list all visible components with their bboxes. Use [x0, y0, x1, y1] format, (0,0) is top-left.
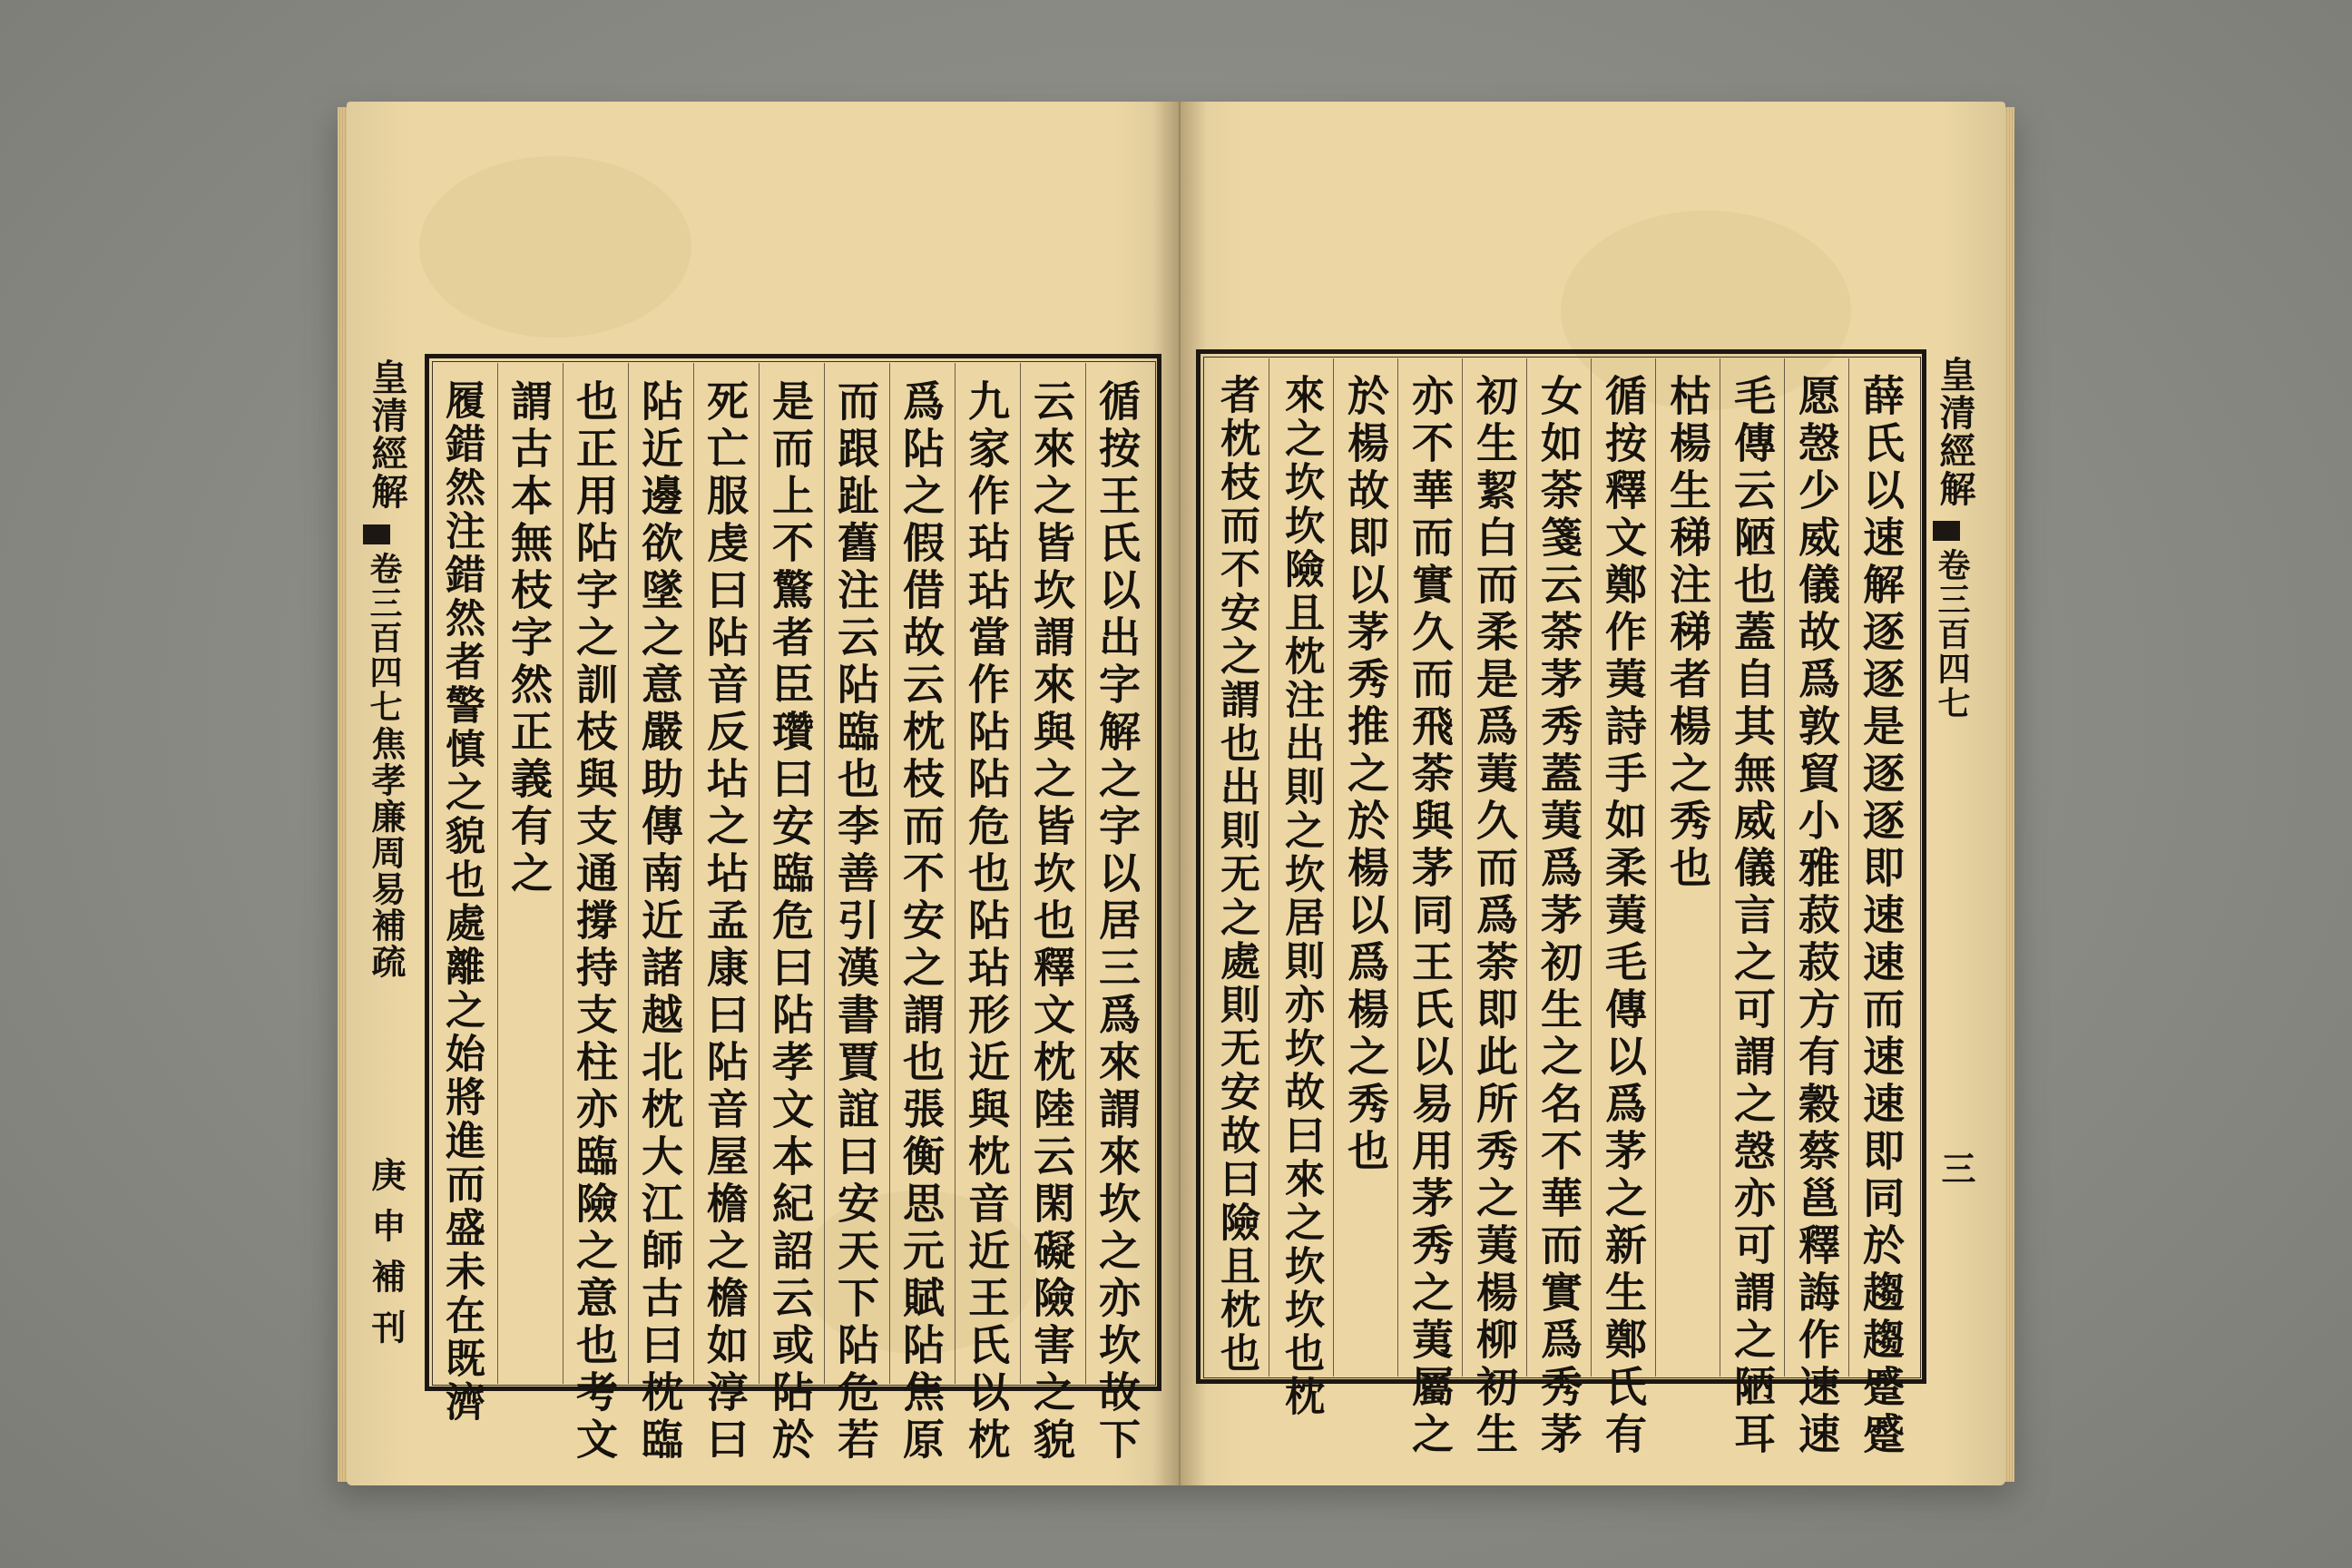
- right-column-7: 初生絜白而柔是爲荑久而爲荼即此所秀之荑楊柳初生: [1470, 374, 1519, 1459]
- left-column-2: 云來之皆坎謂來與之皆坎也釋文枕陸云閑礙險害之貌: [1027, 379, 1076, 1465]
- left-column-1: 循按王氏以出字解之字以居三爲來謂來坎之亦坎故下: [1093, 379, 1142, 1465]
- left-column-7: 死亡服虔曰阽音反坫之坫孟康曰阽音屋檐之檐如淳曰: [701, 379, 750, 1465]
- left-fishtail-mark: [363, 524, 390, 544]
- left-banner-footer: 庚申補刊: [366, 1157, 407, 1360]
- left-column-9: 也正用阽字之訓枝與支通撐持支柱亦臨險之意也考文: [570, 379, 619, 1465]
- left-column-11: 履錯然注錯然者警慎之貌也處離之始將進而盛未在既濟: [438, 379, 485, 1425]
- left-banner-title: 焦孝廉周易補疏: [366, 726, 407, 980]
- right-column-3: 毛傳云陋也蓋自其無威儀言之可謂之愨亦可謂之陋耳: [1728, 374, 1777, 1459]
- right-banner-volume: 卷三百四七: [1933, 548, 1971, 720]
- left-column-10: 謂古本無枝字然正義有之: [505, 379, 554, 898]
- right-column-11: 者枕枝而不安之謂也出則无之處則无安故曰險且枕也: [1213, 374, 1259, 1376]
- right-banner-top: 皇清經解: [1934, 356, 1976, 508]
- right-column-1: 薛氏以速解逐逐是逐逐即速速而速速即同於趨趨蹙蹙: [1857, 374, 1906, 1459]
- right-column-8: 亦不華而實久而飛荼與茅同王氏以易用茅秀之荑屬之: [1406, 374, 1455, 1459]
- left-column-8: 阽近邊欲墜之意嚴助傳南近諸越北枕大江師古曰枕臨: [635, 379, 684, 1465]
- right-fishtail-mark: [1933, 521, 1960, 541]
- left-column-4: 爲阽之假借故云枕枝而不安之謂也張衡思元賦阽焦原: [897, 379, 946, 1465]
- right-banner-page: 三: [1936, 1151, 1976, 1187]
- left-banner-top: 皇清經解: [366, 358, 408, 511]
- left-column-5: 而跟趾舊注云阽臨也李善引漢書賈誼曰安天下阽危若: [831, 379, 880, 1465]
- right-column-2: 愿愨少威儀故爲敦貿小雅菽菽方有穀蔡邕釋誨作速速: [1792, 374, 1841, 1459]
- right-column-6: 女如荼箋云荼茅秀蓋荑爲茅初生之名不華而實爲秀茅: [1534, 374, 1583, 1459]
- left-banner-volume: 卷三百四七: [365, 552, 403, 724]
- right-column-10: 來之坎坎險且枕注出則之坎居則亦坎故曰來之坎坎也枕: [1278, 374, 1324, 1419]
- right-column-5: 循按釋文鄭作荑詩手如柔荑毛傳以爲茅之新生鄭氏有: [1599, 374, 1648, 1459]
- left-column-3: 九家作玷玷當作阽阽危也阽玷形近與枕音近王氏以枕: [962, 379, 1011, 1465]
- right-column-9: 於楊故即以茅秀推之於楊以爲楊之秀也: [1341, 374, 1390, 1176]
- left-column-6: 是而上不驚者臣瓚曰安臨危曰阽孝文本紀詔云或阽於: [766, 379, 815, 1465]
- right-column-4: 枯楊生稊注稊者楊之秀也: [1663, 374, 1712, 893]
